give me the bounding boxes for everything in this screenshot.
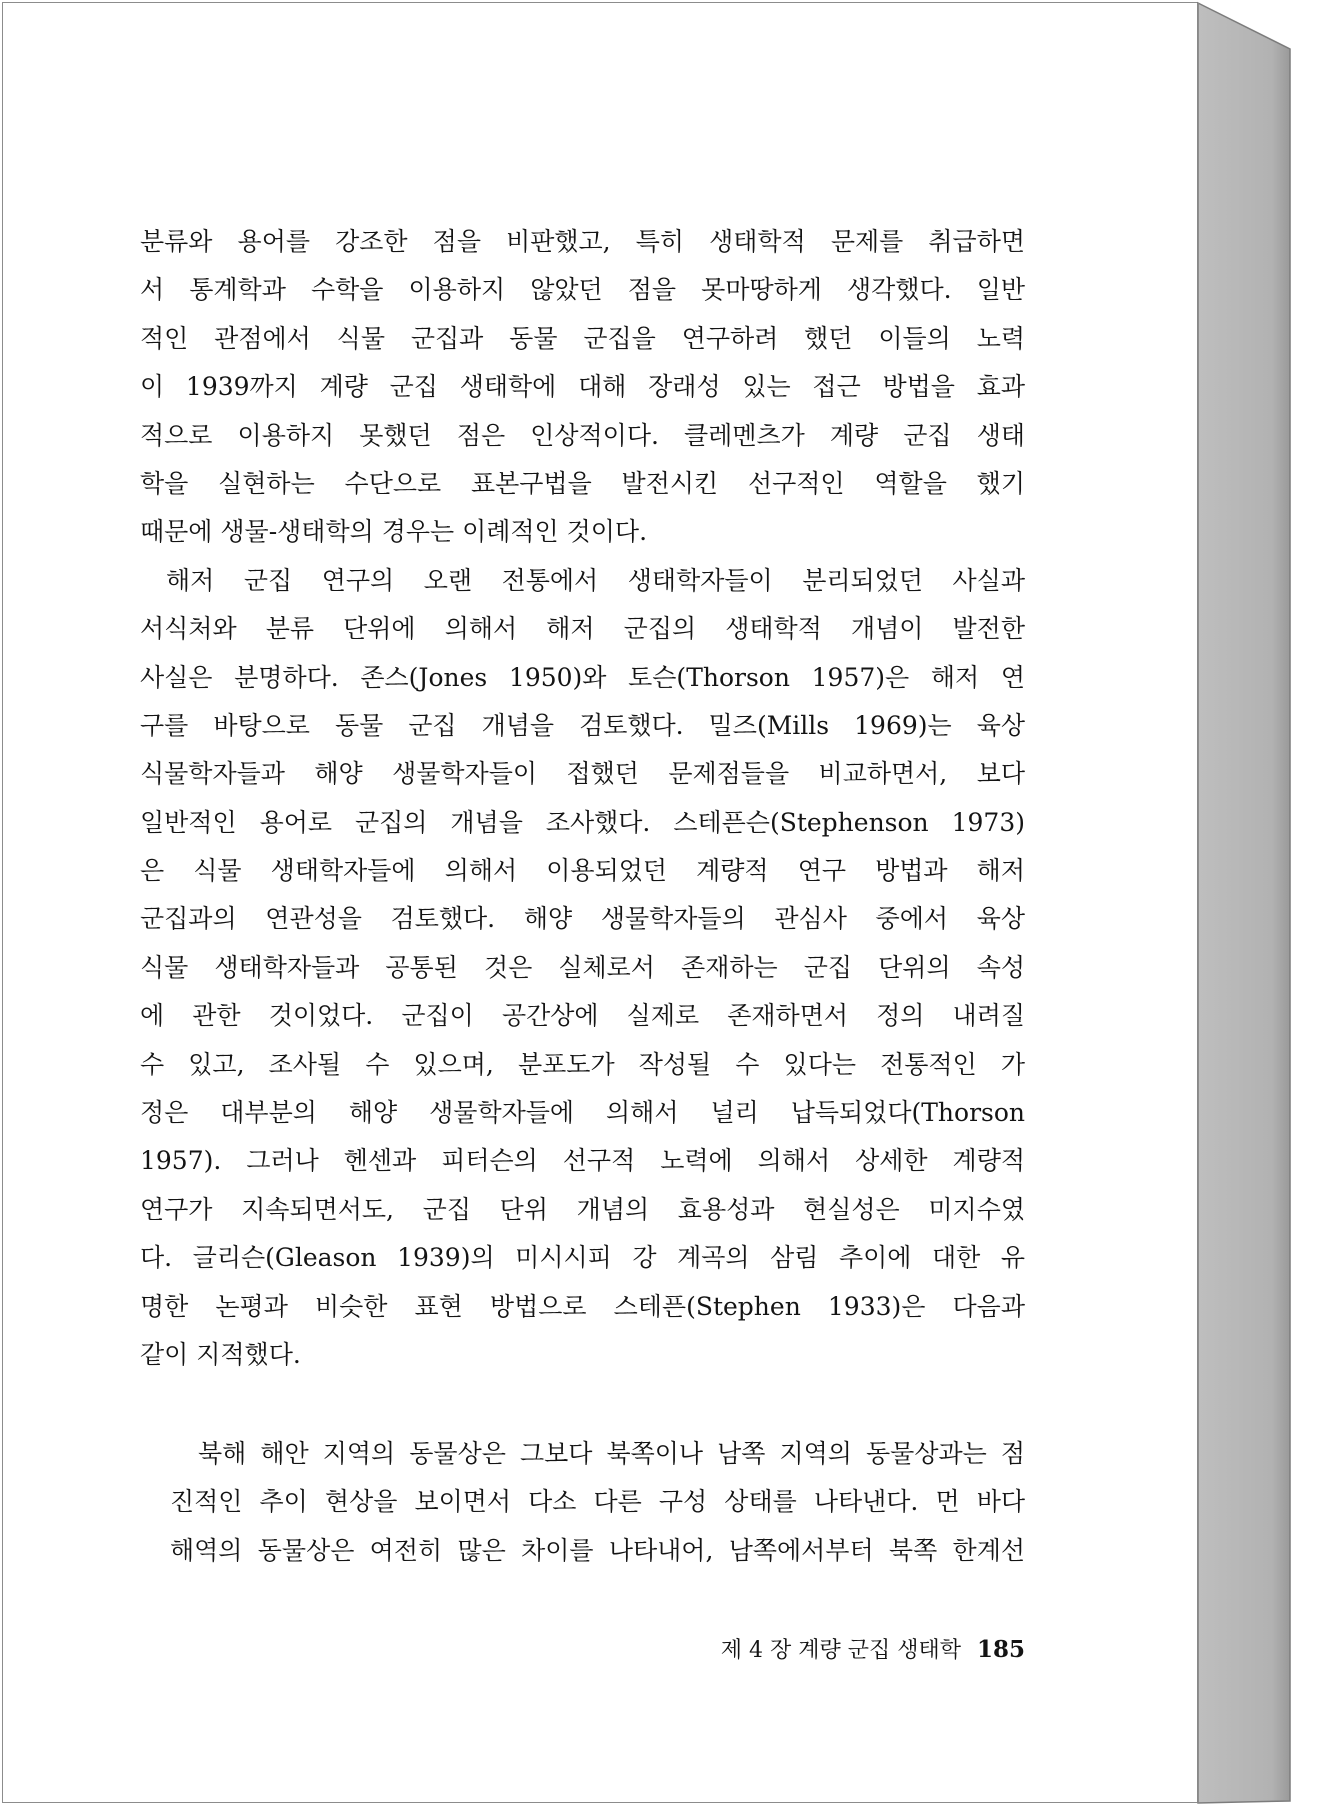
chapter-title: 제 4 장 계량 군집 생태학 bbox=[720, 1638, 961, 1663]
body-line: 에 관한 것이었다. 군집이 공간상에 실제로 존재하면서 정의 내려질 bbox=[140, 1001, 1025, 1031]
body-line: 은 식물 생태학자들에 의해서 이용되었던 계량적 연구 방법과 해저 bbox=[140, 856, 1025, 886]
body-line: 학을 실현하는 수단으로 표본구법을 발전시킨 선구적인 역할을 했기 bbox=[140, 468, 1025, 498]
body-line: 명한 논평과 비슷한 표현 방법으로 스테픈(Stephen 1933)은 다음과 bbox=[140, 1291, 1025, 1321]
body-line: 1957). 그러나 헨센과 피터슨의 선구적 노력에 의해서 상세한 계량적 bbox=[140, 1146, 1025, 1176]
body-line: 때문에 생물-생태학의 경우는 이례적인 것이다. bbox=[140, 517, 648, 547]
body-line: 식물학자들과 해양 생물학자들이 접했던 문제점들을 비교하면서, 보다 bbox=[140, 759, 1025, 789]
block-quote bbox=[170, 1430, 1025, 1575]
paragraph-continued bbox=[140, 218, 1025, 557]
running-footer bbox=[560, 1634, 1025, 1666]
body-line: 사실은 분명하다. 존스(Jones 1950)와 토슨(Thorson 1957)은 해저 연 bbox=[140, 662, 1025, 692]
body-line: 같이 지적했다. bbox=[140, 1339, 301, 1369]
body-line: 연구가 지속되면서도, 군집 단위 개념의 효용성과 현실성은 미지수였 bbox=[140, 1194, 1025, 1224]
body-line: 일반적인 용어로 군집의 개념을 조사했다. 스테픈슨(Stephenson 1973) bbox=[140, 807, 1025, 837]
body-line: 적인 관점에서 식물 군집과 동물 군집을 연구하려 했던 이들의 노력 bbox=[140, 323, 1025, 353]
body-text bbox=[140, 218, 1025, 1379]
paragraph-marine-communities bbox=[140, 557, 1025, 1380]
body-line: 서 통계학과 수학을 이용하지 않았던 점을 못마땅하게 생각했다. 일반 bbox=[140, 275, 1025, 305]
body-line: 해저 군집 연구의 오랜 전통에서 생태학자들이 분리되었던 사실과 bbox=[166, 565, 1025, 595]
body-line: 분류와 용어를 강조한 점을 비판했고, 특히 생태학적 문제를 취급하면 bbox=[140, 227, 1025, 256]
body-line: 구를 바탕으로 동물 군집 개념을 검토했다. 밀즈(Mills 1969)는 육상 bbox=[140, 710, 1025, 740]
body-line: 적으로 이용하지 못했던 점은 인상적이다. 클레멘츠가 계량 군집 생태 bbox=[140, 420, 1025, 450]
body-line: 정은 대부분의 해양 생물학자들에 의해서 널리 납득되었다(Thorson bbox=[140, 1098, 1025, 1128]
body-line: 서식처와 분류 단위에 의해서 해저 군집의 생태학적 개념이 발전한 bbox=[140, 614, 1025, 644]
quote-line: 해역의 동물상은 여전히 많은 차이를 나타내어, 남쪽에서부터 북쪽 한계선 bbox=[170, 1535, 1025, 1565]
body-line: 수 있고, 조사될 수 있으며, 분포도가 작성될 수 있다는 전통적인 가 bbox=[140, 1049, 1025, 1079]
body-line: 이 1939까지 계량 군집 생태학에 대해 장래성 있는 접근 방법을 효과 bbox=[140, 372, 1025, 402]
quote-line: 진적인 추이 현상을 보이면서 다소 다른 구성 상태를 나타낸다. 먼 바다 bbox=[170, 1487, 1025, 1517]
body-line: 다. 글리슨(Gleason 1939)의 미시시피 강 계곡의 삼림 추이에 대한 유 bbox=[140, 1243, 1025, 1273]
quote-line: 북해 해안 지역의 동물상은 그보다 북쪽이나 남쪽 지역의 동물상과는 점 bbox=[198, 1439, 1025, 1468]
page-number: 185 bbox=[976, 1636, 1025, 1663]
book-edge-side bbox=[1198, 3, 1290, 1803]
body-line: 식물 생태학자들과 공통된 것은 실체로서 존재하는 군집 단위의 속성 bbox=[140, 952, 1025, 982]
body-line: 군집과의 연관성을 검토했다. 해양 생물학자들의 관심사 중에서 육상 bbox=[140, 904, 1025, 934]
